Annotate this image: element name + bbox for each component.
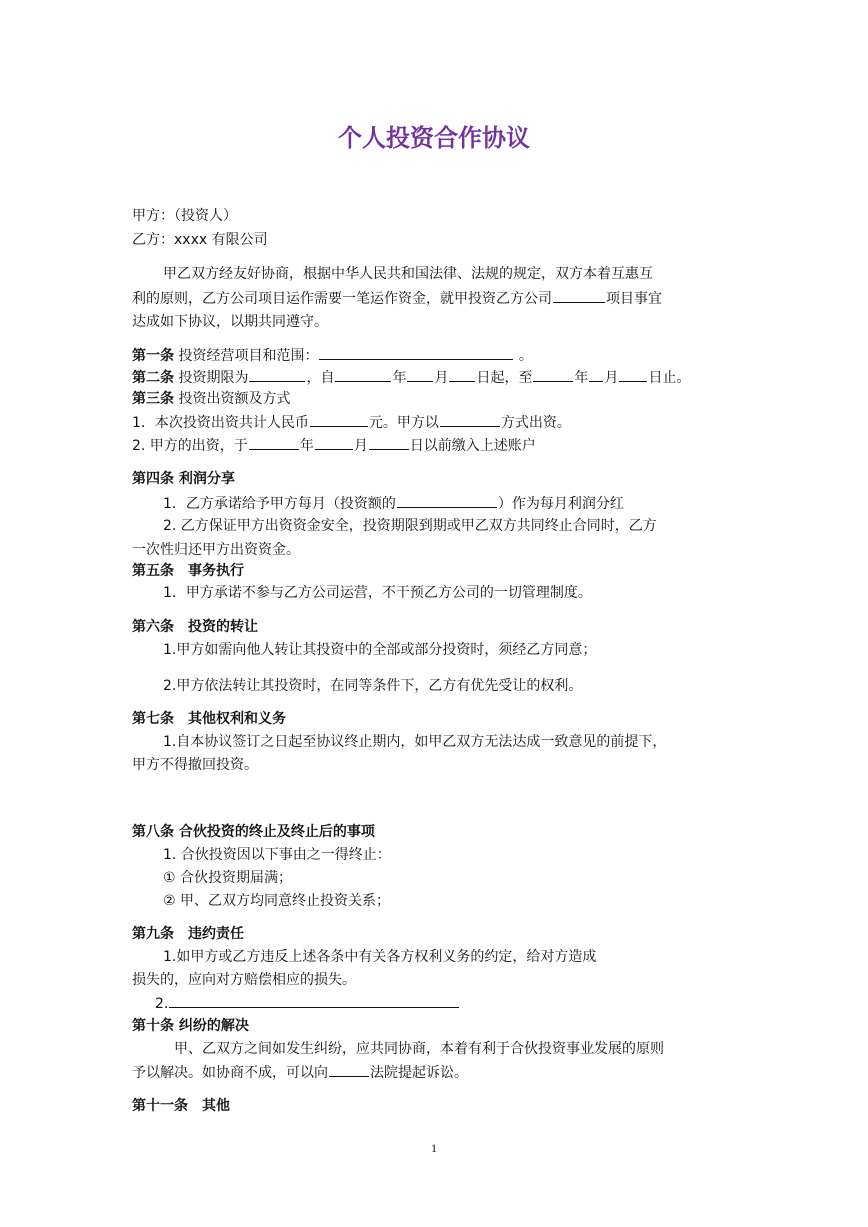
article-heading: 第一条: [132, 348, 174, 364]
article-7-heading: 第七条 其他权利和义务: [132, 711, 286, 727]
article-text: 元。甲方以: [368, 415, 439, 431]
article-5-line-1: 1．甲方承诺不参与乙方公司运营，不干预乙方公司的一切管理制度。: [163, 585, 592, 601]
article-9-heading: 第九条 违约责任: [132, 926, 244, 942]
article-text: 法院提起诉讼。: [370, 1065, 468, 1081]
article-heading: 第三条: [132, 391, 174, 407]
party-b: 乙方：xxxx 有限公司: [132, 232, 268, 248]
article-text: 投资期限为: [174, 370, 249, 386]
article-text: 1．乙方承诺给予甲方每月（投资额的: [163, 496, 396, 512]
article-text: 年: [392, 370, 407, 386]
article-3-line-2: [132, 436, 536, 455]
blank-line: [619, 368, 647, 382]
article-text: 日起，至: [476, 370, 533, 386]
article-4-line-3: 一次性归还甲方出资资金。: [132, 542, 300, 558]
article-2: [132, 368, 690, 387]
article-8-heading: 第八条 合伙投资的终止及终止后的事项: [132, 824, 375, 840]
article-text: 年: [299, 438, 314, 454]
article-text: 予以解决。如协商不成，可以向: [132, 1065, 328, 1081]
article-6-line-1: 1.甲方如需向他人转让其投资中的全部或部分投资时，须经乙方同意；: [163, 642, 597, 658]
article-7-line-2: 甲方不得撤回投资。: [132, 757, 258, 773]
article-text: 方式出资。: [500, 415, 571, 431]
blank-line: [310, 413, 368, 427]
article-6-heading: 第六条 投资的转让: [132, 619, 258, 635]
blank-line: [533, 368, 573, 382]
article-text: 投资出资额及方式: [174, 391, 291, 407]
article-11-heading: 第十一条 其他: [132, 1098, 230, 1114]
blank-line: [407, 368, 433, 382]
article-9-line-2: 损失的，应向对方赔偿相应的损失。: [132, 972, 356, 988]
article-4-line-2: 2. 乙方保证甲方出资资金安全，投资期限到期或甲乙双方共同终止合同时，乙方: [163, 518, 657, 534]
preamble-text: 利的原则，乙方公司项目运作需要一笔运作资金，就甲投资乙方公司: [132, 291, 552, 307]
article-4-heading: 第四条 利润分享: [132, 471, 235, 487]
article-6-line-2: 2.甲方依法转让其投资时，在同等条件下，乙方有优先受让的权利。: [163, 678, 583, 694]
article-8-line-2: ① 合伙投资期届满；: [163, 870, 293, 886]
blank-line: [397, 494, 497, 508]
article-10-line-2: [132, 1063, 468, 1082]
article-9-line-1: 1.如甲方或乙方违反上述各条中有关各方权利义务的约定，给对方造成: [163, 949, 597, 965]
preamble-line-2: [132, 289, 662, 308]
page-number: 1: [431, 1141, 437, 1155]
article-text: ，自: [306, 370, 335, 386]
article-text: 投资经营项目和范围：: [174, 348, 319, 364]
article-text: 月: [353, 438, 368, 454]
article-4-line-1: [163, 494, 624, 513]
article-9-line-3: [155, 994, 460, 1013]
article-text: 月: [604, 370, 619, 386]
article-text: 2.: [155, 996, 169, 1012]
article-text: 月: [434, 370, 449, 386]
article-text: 1．本次投资出资共计人民币: [132, 415, 309, 431]
blank-line: [169, 994, 459, 1008]
blank-line: [369, 436, 409, 450]
preamble-line-3: 达成如下协议，以期共同遵守。: [132, 314, 328, 330]
document-title: 个人投资合作协议: [338, 124, 530, 152]
article-3: [132, 390, 290, 408]
blank-line: [335, 368, 391, 382]
article-5-heading: 第五条 事务执行: [132, 563, 244, 579]
article-7-line-1: 1.自本协议签订之日起至协议终止期内，如甲乙双方无法达成一致意见的前提下，: [163, 734, 667, 750]
article-text: 日以前缴入上述账户: [409, 438, 536, 454]
article-text: 。: [514, 348, 533, 364]
article-text: 日止。: [648, 370, 691, 386]
article-heading: 第二条: [132, 370, 174, 386]
blank-line: [249, 436, 299, 450]
blank-line: [440, 413, 500, 427]
blank-line: [449, 368, 475, 382]
article-8-line-1: 1. 合伙投资因以下事由之一得终止：: [163, 847, 391, 863]
article-10-line-1: 甲、乙双方之间如发生纠纷，应共同协商，本着有利于合伙投资事业发展的原则: [174, 1041, 664, 1057]
preamble-text: 项目事宜: [606, 291, 662, 307]
blank-line: [329, 1063, 369, 1077]
article-text: 2. 甲方的出资，于: [132, 438, 248, 454]
article-8-line-3: ② 甲、乙双方均同意终止投资关系；: [163, 893, 391, 909]
preamble-line-1: 甲乙双方经友好协商，根据中华人民共和国法律、法规的规定，双方本着互惠互: [163, 266, 653, 282]
party-a: 甲方：（投资人）: [132, 208, 237, 224]
blank-line: [249, 368, 305, 382]
article-text: ）作为每月利润分红: [497, 496, 624, 512]
article-text: 年: [574, 370, 589, 386]
article-1: [132, 346, 533, 365]
article-3-line-1: [132, 413, 571, 432]
blank-line: [553, 289, 605, 303]
blank-line: [315, 436, 353, 450]
blank-line: [319, 346, 513, 360]
blank-line: [589, 368, 603, 382]
article-10-heading: 第十条 纠纷的解决: [132, 1018, 249, 1034]
